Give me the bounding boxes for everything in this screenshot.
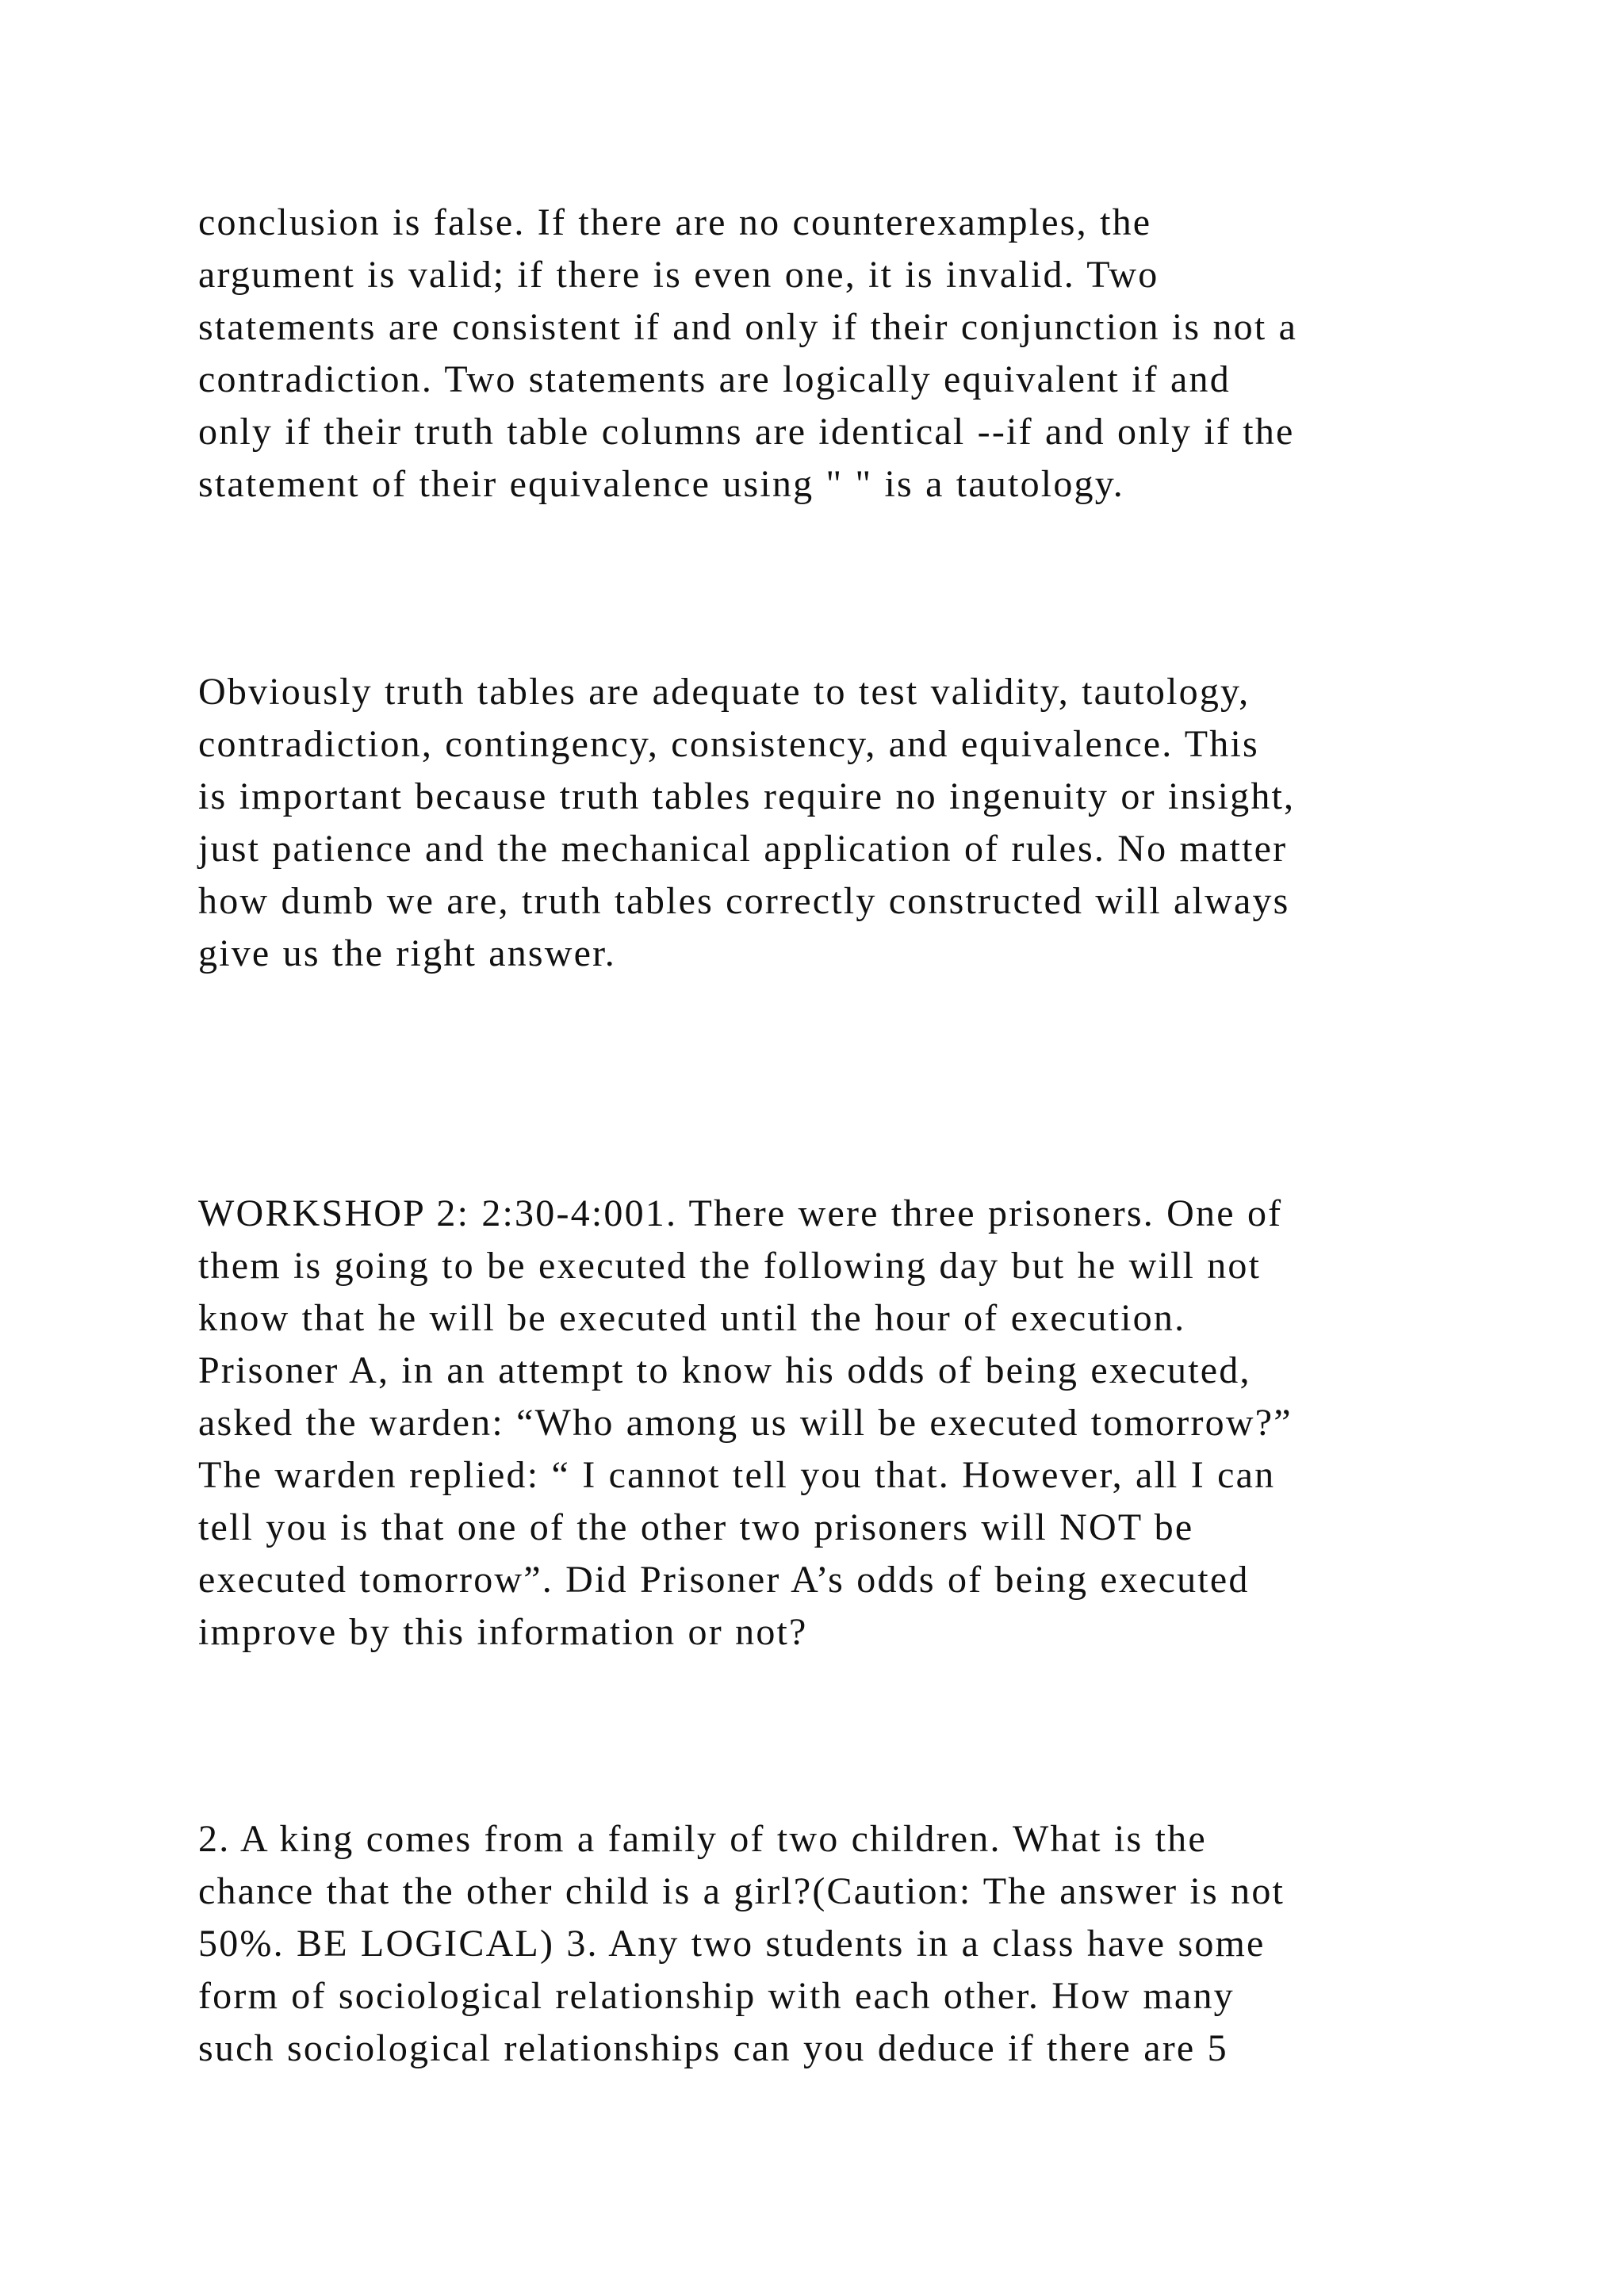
text-line: Prisoner A, in an attempt to know his odds of being executed, xyxy=(198,1349,1251,1391)
text-line: statements are consistent if and only if their conjunction is not a xyxy=(198,306,1298,348)
paragraph-logic-definitions xyxy=(198,197,1499,511)
text-line: 50%. BE LOGICAL) 3. Any two students in a class have some xyxy=(198,1923,1266,1965)
text-line: conclusion is false. If there are no counterexamples, the xyxy=(198,201,1152,243)
text-line: asked the warden: “Who among us will be executed tomorrow?” xyxy=(198,1402,1293,1444)
text-line: improve by this information or not? xyxy=(198,1611,808,1653)
text-line: executed tomorrow”. Did Prisoner A’s odds of being executed xyxy=(198,1559,1250,1601)
text-line: how dumb we are, truth tables correctly constructed will always xyxy=(198,880,1290,922)
text-line: 2. A king comes from a family of two children. What is the xyxy=(198,1818,1207,1860)
text-line: Obviously truth tables are adequate to test validity, tautology, xyxy=(198,671,1251,713)
text-line: is important because truth tables require no ingenuity or insight, xyxy=(198,775,1296,817)
paragraph-workshop-question-1 xyxy=(198,1188,1499,1659)
text-line: such sociological relationships can you deduce if there are 5 xyxy=(198,2027,1228,2069)
text-line: give us the right answer. xyxy=(198,932,616,974)
text-line: tell you is that one of the other two prisoners will NOT be xyxy=(198,1506,1194,1548)
text-line: WORKSHOP 2: 2:30-4:001. There were three prisoners. One of xyxy=(198,1192,1283,1234)
text-line: The warden replied: “ I cannot tell you that. However, all I can xyxy=(198,1454,1276,1496)
text-line: chance that the other child is a girl?(Caution: The answer is not xyxy=(198,1870,1285,1912)
text-line: just patience and the mechanical application of rules. No matter xyxy=(198,828,1288,870)
text-line: them is going to be executed the following day but he will not xyxy=(198,1245,1262,1287)
text-line: know that he will be executed until the hour of execution. xyxy=(198,1297,1186,1339)
text-line: contradiction. Two statements are logically equivalent if and xyxy=(198,358,1231,400)
text-line: contradiction, contingency, consistency, and equivalence. This xyxy=(198,723,1259,765)
text-line: form of sociological relationship with each other. How many xyxy=(198,1975,1235,2017)
text-line: statement of their equivalence using " " is a tautology. xyxy=(198,463,1124,505)
text-line: argument is valid; if there is even one, it is invalid. Two xyxy=(198,254,1159,296)
paragraph-questions-2-3 xyxy=(198,1813,1499,2075)
text-line: only if their truth table columns are identical --if and only if the xyxy=(198,411,1295,453)
paragraph-truth-tables xyxy=(198,666,1499,980)
